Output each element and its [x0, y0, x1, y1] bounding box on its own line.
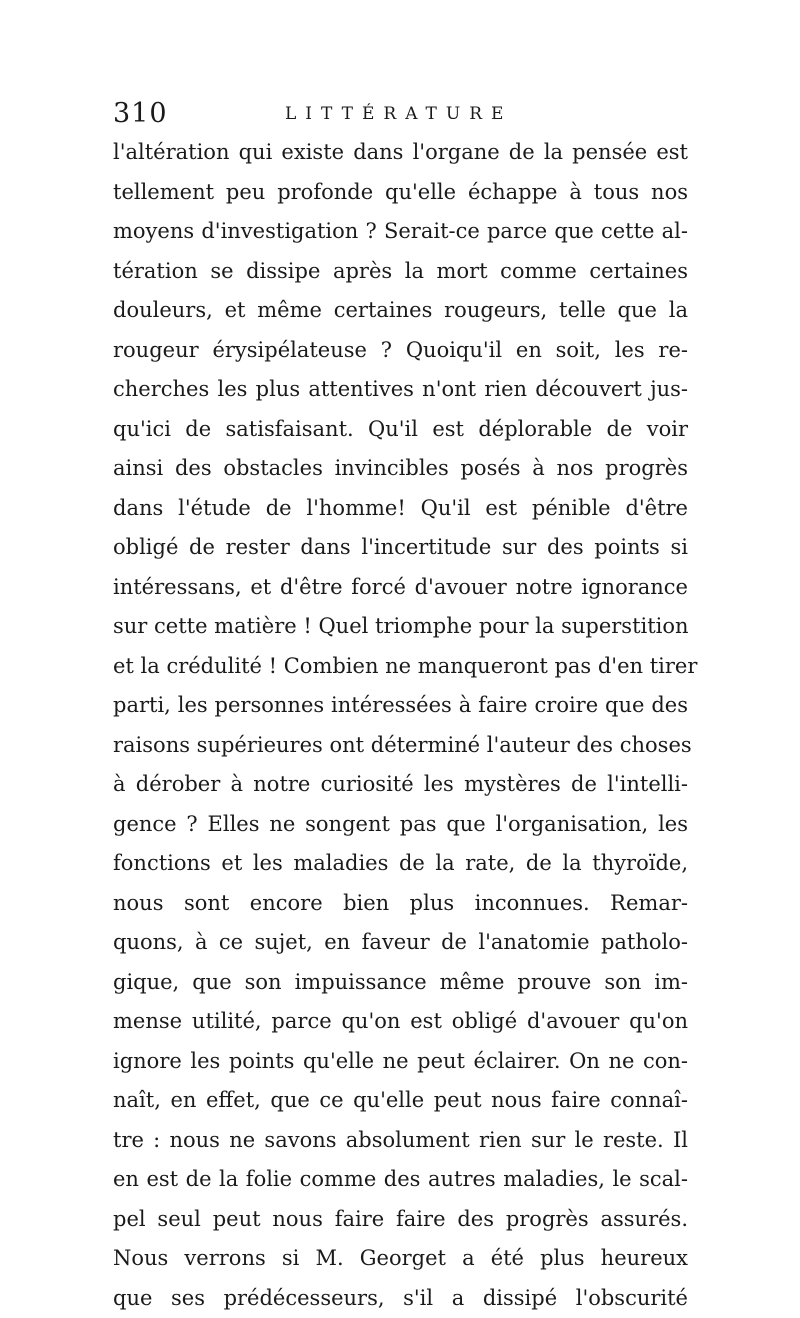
page-header: [113, 98, 688, 132]
text-line: que ses prédécesseurs, s'il a dissipé l'obscurité: [113, 1279, 688, 1318]
text-line: ignore les points qu'elle ne peut éclairer. On ne con-: [113, 1042, 688, 1082]
text-line: nous sont encore bien plus inconnues. Remar-: [113, 884, 688, 924]
text-line: tellement peu profonde qu'elle échappe à tous nos: [113, 173, 688, 213]
text-line: qu'ici de satisfaisant. Qu'il est déplorable de voir: [113, 410, 688, 450]
text-line: à dérober à notre curiosité les mystères de l'intelli-: [113, 765, 688, 805]
text-line: en est de la folie comme des autres maladies, le scal-: [113, 1160, 688, 1200]
text-line: ainsi des obstacles invincibles posés à nos progrès: [113, 449, 688, 489]
text-line: rougeur érysipélateuse ? Quoiqu'il en soit, les re-: [113, 331, 688, 371]
text-line: raisons supérieures ont déterminé l'auteur des choses: [113, 726, 688, 766]
body-text: [113, 133, 688, 1318]
text-line: Nous verrons si M. Georget a été plus heureux: [113, 1239, 688, 1279]
running-head: LITTÉRATURE: [285, 104, 512, 124]
text-line: l'altération qui existe dans l'organe de la pensée est: [113, 133, 688, 173]
text-line: douleurs, et même certaines rougeurs, telle que la: [113, 291, 688, 331]
text-line: obligé de rester dans l'incertitude sur des points si: [113, 528, 688, 568]
text-line: intéressans, et d'être forcé d'avouer notre ignorance: [113, 568, 688, 608]
text-line: sur cette matière ! Quel triomphe pour la superstition: [113, 607, 688, 647]
text-line: tération se dissipe après la mort comme certaines: [113, 252, 688, 292]
text-line: naît, en effet, que ce qu'elle peut nous faire connaî-: [113, 1081, 688, 1121]
text-line: et la crédulité ! Combien ne manqueront pas d'en tirer: [113, 647, 688, 687]
text-line: dans l'étude de l'homme! Qu'il est pénible d'être: [113, 489, 688, 529]
text-line: quons, à ce sujet, en faveur de l'anatomie patholo-: [113, 923, 688, 963]
text-line: gence ? Elles ne songent pas que l'organisation, les: [113, 805, 688, 845]
text-line: pel seul peut nous faire faire des progrès assurés.: [113, 1200, 688, 1240]
text-line: fonctions et les maladies de la rate, de la thyroïde,: [113, 844, 688, 884]
page-number: 310: [113, 98, 168, 129]
text-line: tre : nous ne savons absolument rien sur le reste. Il: [113, 1121, 688, 1161]
text-line: cherches les plus attentives n'ont rien découvert jus-: [113, 370, 688, 410]
text-line: mense utilité, parce qu'on est obligé d'avouer qu'on: [113, 1002, 688, 1042]
text-line: parti, les personnes intéressées à faire croire que des: [113, 686, 688, 726]
text-line: gique, que son impuissance même prouve son im-: [113, 963, 688, 1003]
text-line: moyens d'investigation ? Serait-ce parce que cette al-: [113, 212, 688, 252]
